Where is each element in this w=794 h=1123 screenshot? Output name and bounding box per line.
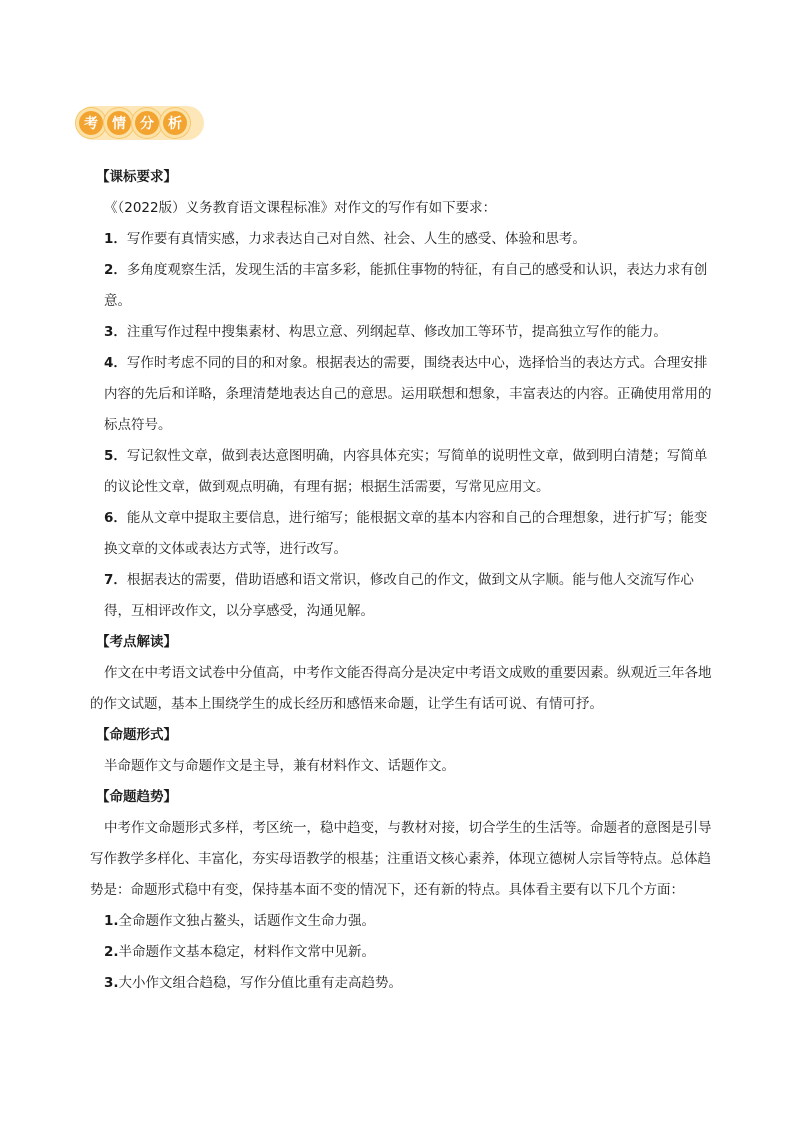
item-number: 3． (104, 324, 127, 340)
item-number: 4． (104, 355, 127, 371)
item-number: 1. (104, 913, 119, 929)
analysis-heading: 【考点解读】 (96, 634, 177, 650)
trend-item (90, 937, 716, 968)
badge-char: 考 (76, 108, 106, 138)
item-number: 1． (104, 231, 127, 247)
curriculum-intro: 《（2022版）义务教育语文课程标准》对作文的写作有如下要求： (104, 200, 497, 216)
item-text: 多角度观察生活，发现生活的丰富多彩，能抓住事物的特征，有自己的感受和认识，表达力求有创意。 (104, 262, 708, 309)
trend-item (90, 906, 716, 937)
curriculum-item (90, 317, 716, 348)
item-text: 写记叙性文章，做到表达意图明确，内容具体充实；写简单的说明性文章，做到明白清楚；写简单的议论性文章，做到观点明确，有理有据；根据生活需要，写常见应用文。 (104, 448, 708, 495)
item-text: 能从文章中提取主要信息，进行缩写；能根据文章的基本内容和自己的合理想象，进行扩写；能变换文章的文体或表达方式等，进行改写。 (104, 510, 708, 557)
form-text: 半命题作文与命题作文是主导，兼有材料作文、话题作文。 (104, 758, 455, 774)
item-number: 6． (104, 510, 127, 526)
trend-text: 中考作文命题形式多样，考区统一，稳中趋变，与教材对接，切合学生的生活等。命题者的意图是引导写作教学多样化、丰富化，夯实母语教学的根基；注重语文核心素养，体现立德树人宗旨等特点。总体趋势是：命题形式稳中有变，保持基本面不变的情况下，还有新的特点。具体看主要有以下几个方面： (90, 820, 712, 898)
item-text: 注重写作过程中搜集素材、构思立意、列纲起草、修改加工等环节，提高独立写作的能力。 (126, 324, 667, 340)
curriculum-item (90, 503, 716, 565)
item-text: 半命题作文基本稳定，材料作文常中见新。 (118, 944, 376, 960)
item-number: 5． (104, 448, 127, 464)
document-content (90, 162, 716, 999)
item-number: 2． (104, 262, 127, 278)
section-badge (76, 104, 204, 142)
curriculum-item (90, 348, 716, 441)
item-text: 大小作文组合趋稳，写作分值比重有走高趋势。 (118, 975, 403, 991)
trend-item (90, 968, 716, 999)
curriculum-item (90, 224, 716, 255)
item-number: 7． (104, 572, 127, 588)
badge-char: 情 (104, 108, 134, 138)
trend-heading: 【命题趋势】 (96, 789, 177, 805)
item-text: 写作时考虑不同的目的和对象。根据表达的需要，围绕表达中心，选择恰当的表达方式。合理安排内容的先后和详略，条理清楚地表达自己的意思。运用联想和想象，丰富表达的内容。正确使用常用的标点符号。 (104, 355, 712, 433)
analysis-text: 作文在中考语文试卷中分值高，中考作文能否得高分是决定中考语文成败的重要因素。纵观近三年各地的作文试题，基本上围绕学生的成长经历和感悟来命题，让学生有话可说、有情可抒。 (90, 665, 712, 712)
curriculum-item (90, 255, 716, 317)
badge-char: 分 (132, 108, 162, 138)
item-number: 3. (104, 975, 119, 991)
item-number: 2. (104, 944, 119, 960)
curriculum-item (90, 441, 716, 503)
form-heading: 【命题形式】 (96, 727, 177, 743)
item-text: 写作要有真情实感，力求表达自己对自然、社会、人生的感受、体验和思考。 (126, 231, 586, 247)
curriculum-item (90, 565, 716, 627)
item-text: 根据表达的需要，借助语感和语文常识，修改自己的作文，做到文从字顺。能与他人交流写作心得，互相评改作文，以分享感受，沟通见解。 (104, 572, 694, 619)
item-text: 全命题作文独占鳌头，话题作文生命力强。 (118, 913, 376, 929)
curriculum-heading: 【课标要求】 (96, 169, 177, 185)
badge-char: 析 (160, 108, 190, 138)
